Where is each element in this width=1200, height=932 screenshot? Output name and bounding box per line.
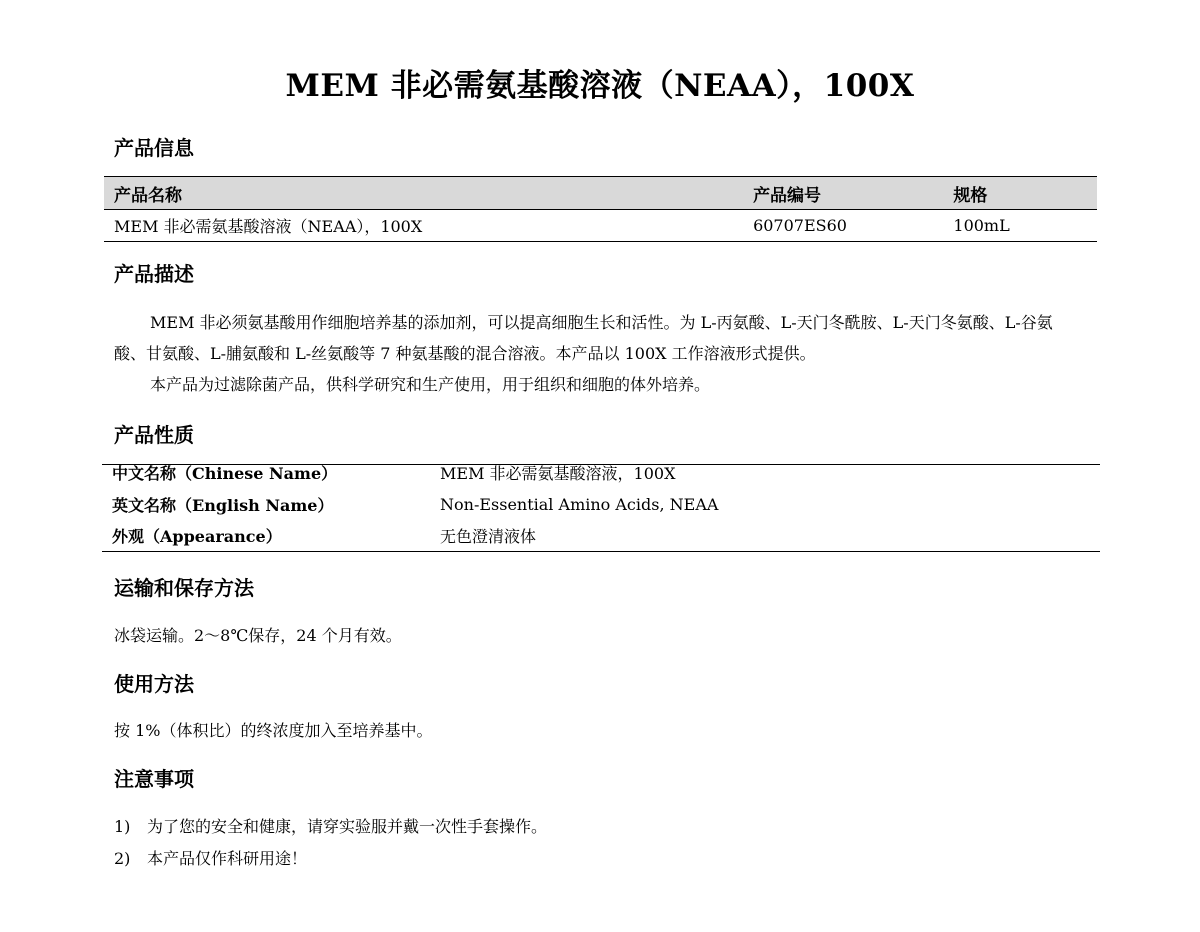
property-value: MEM 非必需氨基酸溶液，100X: [440, 464, 676, 483]
table-row: [102, 489, 1100, 520]
property-label: 英文名称（English Name）: [112, 496, 334, 515]
cell-product-code: 60707ES60: [753, 216, 847, 235]
note-text: 为了您的安全和健康，请穿实验服并戴一次性手套操作。: [147, 817, 548, 836]
property-label: 中文名称（Chinese Name）: [112, 464, 338, 483]
table-row: [102, 520, 1100, 552]
document-title: MEM 非必需氨基酸溶液（NEAA），100X: [285, 68, 915, 104]
note-text: 本产品仅作科研用途！: [147, 849, 308, 868]
section-heading-usage: 使用方法: [114, 672, 194, 696]
section-heading-description: 产品描述: [114, 262, 194, 286]
description-paragraph-1: MEM 非必须氨基酸用作细胞培养基的添加剂，可以提高细胞生长和活性。为 L-丙氨酸、L-天门冬酰胺、L-天门冬氨酸、L-谷氨酸、甘氨酸、L-脯氨酸和 L-丝氨酸等 7 种氨基酸的混合溶液。本产品以 100X 工作溶液形式提供。: [114, 313, 1053, 363]
property-value: 无色澄清液体: [440, 527, 537, 546]
product-properties-table: [102, 464, 1100, 552]
section-heading-properties: 产品性质: [114, 423, 194, 447]
table-row: [104, 210, 1097, 242]
product-info-table: [104, 176, 1097, 242]
property-label: 外观（Appearance）: [112, 527, 282, 546]
note-item: [114, 814, 547, 837]
header-spec: 规格: [953, 185, 988, 206]
table-header-row: [104, 177, 1097, 210]
cell-product-name: MEM 非必需氨基酸溶液（NEAA），100X: [114, 217, 423, 236]
property-value: Non-Essential Amino Acids, NEAA: [440, 495, 719, 514]
header-product-name: 产品名称: [114, 185, 182, 206]
section-heading-info: 产品信息: [114, 136, 194, 160]
section-heading-storage: 运输和保存方法: [114, 576, 254, 600]
cell-spec: 100mL: [953, 216, 1010, 235]
note-number: 2): [114, 849, 131, 868]
note-item: [114, 846, 307, 869]
header-product-code: 产品编号: [753, 185, 822, 206]
table-row: [102, 465, 1100, 490]
section-heading-notes: 注意事项: [114, 767, 194, 791]
note-number: 1): [114, 817, 131, 836]
usage-text: 按 1%（体积比）的终浓度加入至培养基中。: [114, 721, 433, 740]
description-paragraph-2: 本产品为过滤除菌产品，供科学研究和生产使用，用于组织和细胞的体外培养。: [150, 375, 711, 394]
storage-text: 冰袋运输。2～8℃保存，24 个月有效。: [114, 626, 402, 645]
